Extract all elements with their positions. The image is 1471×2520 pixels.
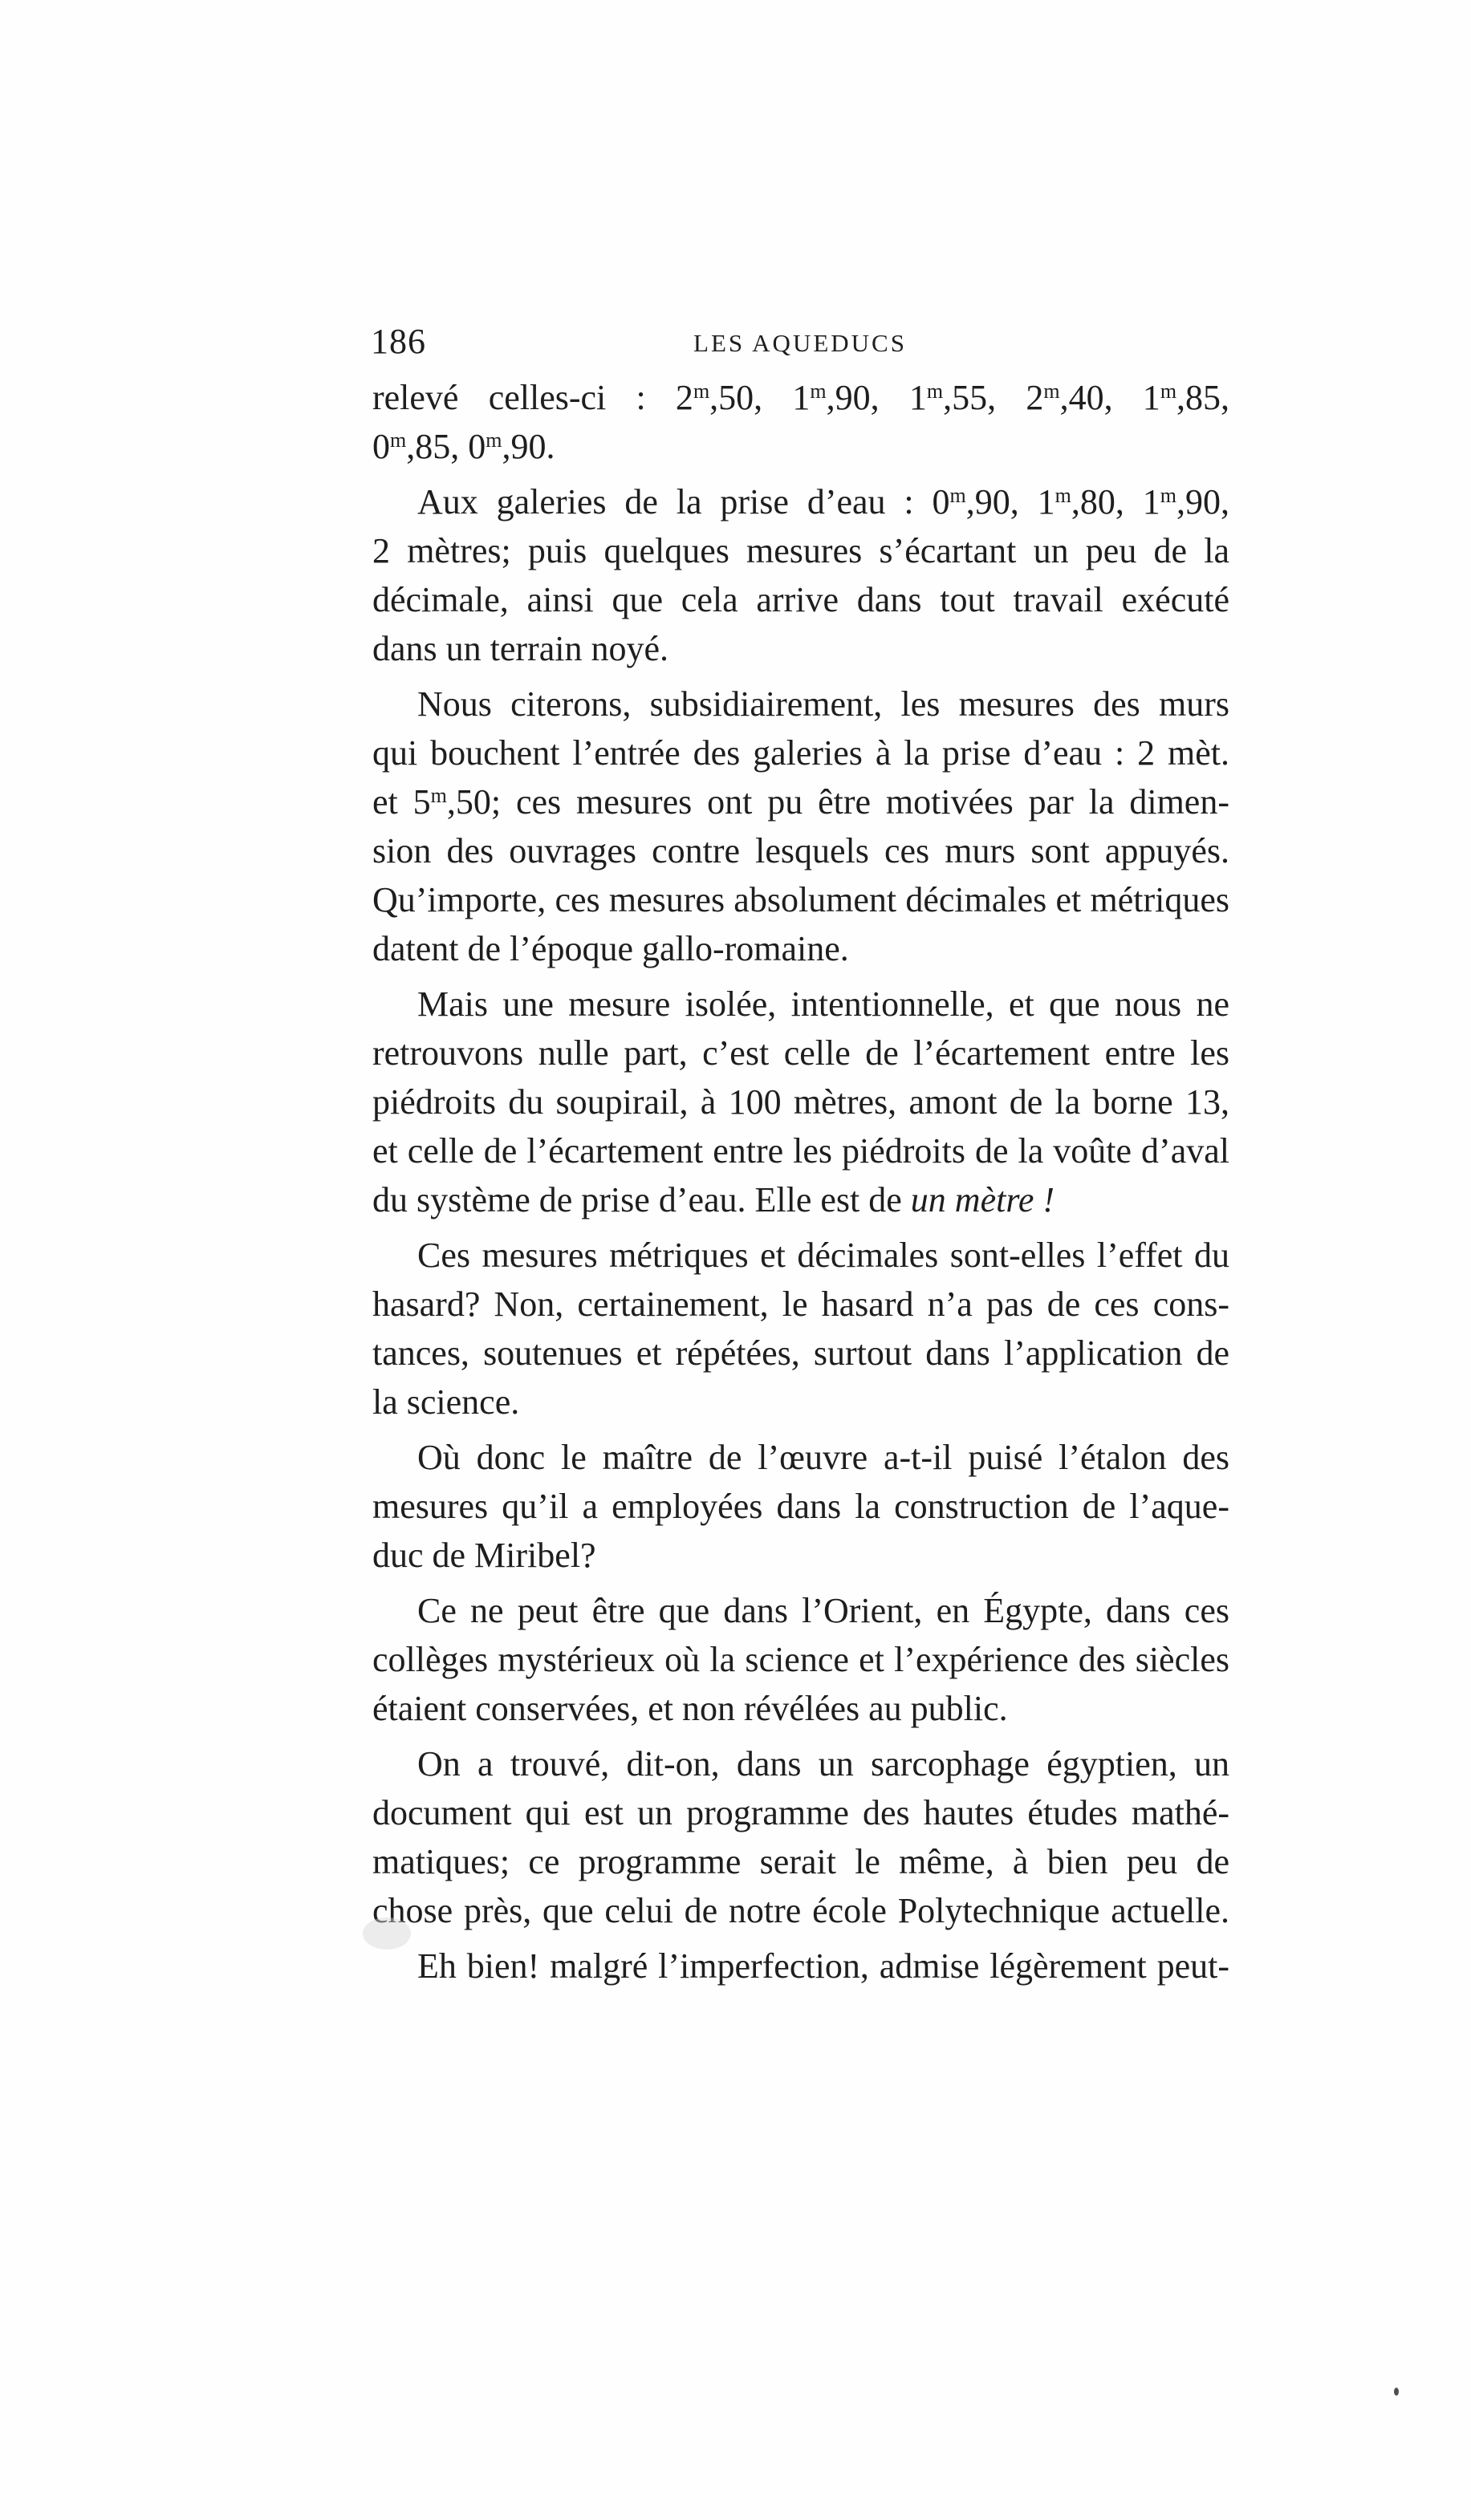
text-line: Eh bien! malgré l’imperfection, admise légèrement peut- (417, 1946, 1229, 1986)
text-line: duc de Miribel? (372, 1536, 596, 1575)
paper-smudge (363, 1917, 411, 1950)
text-line: du système de prise d’eau. Elle est de un mètre ! (372, 1180, 1054, 1219)
paragraph-gap (372, 1224, 1229, 1231)
paragraph-gap (372, 1733, 1229, 1739)
unit-superscript: m (1043, 379, 1060, 403)
unit-superscript: m (926, 379, 944, 403)
text-line: document qui est un programme des hautes études mathé- (372, 1793, 1229, 1832)
text-line: Aux galeries de la prise d’eau : 0$^m$,90, 1$^m$,80, 1$^m$,90, (417, 482, 1229, 521)
text-line: la science. (372, 1382, 520, 1422)
unit-superscript: m (430, 784, 447, 807)
text-line: chose près, que celui de notre école Polytechnique actuelle. (372, 1891, 1229, 1930)
unit-superscript: m (810, 379, 827, 403)
text-line: datent de l’époque gallo-romaine. (372, 929, 849, 968)
paper-speck (1394, 2388, 1399, 2396)
unit-superscript: m (1160, 484, 1177, 507)
paragraph-gap (372, 471, 1229, 477)
paragraph-gap (372, 1426, 1229, 1433)
text-line: Qu’importe, ces mesures absolument décimales et métriques (372, 880, 1229, 919)
paragraph-gap (372, 1935, 1229, 1942)
paragraph-gap (372, 673, 1229, 680)
text-line: collèges mystérieux où la science et l’expérience des siècles (372, 1640, 1229, 1679)
unit-superscript: m (1160, 379, 1177, 403)
text-line: Où donc le maître de l’œuvre a-t-il puisé l’étalon des (417, 1438, 1229, 1477)
unit-superscript: m (390, 428, 407, 452)
text-line: 0$^m$,85, 0$^m$,90. (372, 427, 555, 466)
running-head (371, 318, 1229, 366)
text-line: piédroits du soupirail, à 100 mètres, amont de la borne 13, (372, 1082, 1229, 1122)
text-line: étaient conservées, et non révélées au public. (372, 1689, 1008, 1728)
text-line: Ces mesures métriques et décimales sont-elles l’effet du (417, 1236, 1229, 1275)
text-line: retrouvons nulle part, c’est celle de l’écartement entre les (372, 1033, 1229, 1073)
text-line: dans un terrain noyé. (372, 629, 668, 668)
text-line: qui bouchent l’entrée des galeries à la prise d’eau : 2 mèt. (372, 733, 1229, 773)
page-number: 186 (371, 322, 426, 361)
text-line: décimale, ainsi que cela arrive dans tout travail exécuté (372, 580, 1229, 619)
body-text (372, 373, 1229, 1990)
text-line: matiques; ce programme serait le même, à bien peu de (372, 1842, 1229, 1881)
text-line: tances, soutenues et répétées, surtout dans l’application de (372, 1333, 1229, 1373)
text-line: 2 mètres; puis quelques mesures s’écartant un peu de la (372, 531, 1229, 570)
text-line: mesures qu’il a employées dans la construction de l’aque- (372, 1487, 1229, 1526)
text-line: Ce ne peut être que dans l’Orient, en Égypte, dans ces (417, 1591, 1229, 1630)
text-line: et celle de l’écartement entre les piédroits de la voûte d’aval (372, 1131, 1229, 1171)
paragraph-gap (372, 973, 1229, 980)
text-line: sion des ouvrages contre lesquels ces murs sont appuyés. (372, 831, 1229, 870)
text-line: On a trouvé, dit-on, dans un sarcophage égyptien, un (417, 1744, 1229, 1783)
text-line: hasard? Non, certainement, le hasard n’a pas de ces cons- (372, 1284, 1229, 1324)
paragraph-gap (372, 1580, 1229, 1586)
text-line: Mais une mesure isolée, intentionnelle, et que nous ne (417, 984, 1229, 1024)
emphasis: un mètre ! (910, 1180, 1054, 1219)
text-line: relevé celles-ci : 2$^m$,50, 1$^m$,90, 1$^m$,55, 2$^m$,40, 1$^m$,85, (372, 378, 1229, 417)
unit-superscript: m (949, 484, 966, 507)
text-line: et 5$^m$,50; ces mesures ont pu être motivées par la dimen- (372, 782, 1229, 822)
unit-superscript: m (486, 428, 502, 452)
text-line: Nous citerons, subsidiairement, les mesures des murs (417, 684, 1229, 724)
running-title: LES AQUEDUCS (693, 329, 907, 357)
unit-superscript: m (693, 379, 710, 403)
unit-superscript: m (1054, 484, 1071, 507)
